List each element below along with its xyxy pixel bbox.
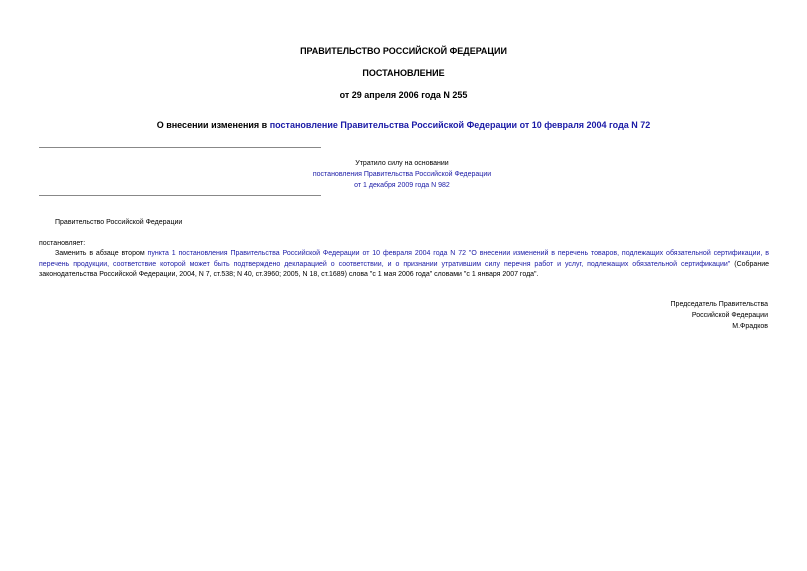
resolves-text: постановляет:	[39, 240, 86, 247]
issuer-text: Правительство Российской Федерации	[55, 219, 183, 226]
signatory-title-line1: Председатель Правительства	[670, 301, 768, 308]
bottom-divider	[39, 195, 321, 196]
status-note-link-line2[interactable]: постановления Правительства Российской Федерации	[312, 171, 492, 178]
document-type-heading: ПОСТАНОВЛЕНИЕ	[362, 68, 445, 78]
title-link[interactable]: постановление Правительства Российской Федерации от 10 февраля 2004 года N 72	[269, 120, 651, 130]
paragraph-text-end: (Собрание законодательства Российской Федерации, 2004, N 7, ст.538; N 40, ст.3960; 2005, N 18, ст.1689) слова "с 1 мая 2006 года" словами "с 1 января 2007 года".	[39, 260, 769, 278]
document-date-number: от 29 апреля 2006 года N 255	[339, 90, 468, 100]
status-note-line1: Утратило силу на основании	[355, 160, 449, 167]
government-heading: ПРАВИТЕЛЬСТВО РОССИЙСКОЙ ФЕДЕРАЦИИ	[300, 46, 507, 56]
paragraph-text-start: Заменить в абзаце втором	[55, 250, 148, 257]
signatory-title-line2: Российской Федерации	[691, 312, 768, 319]
top-divider	[39, 147, 321, 148]
paragraph-link[interactable]: пункта 1 постановления Правительства Российской Федерации от 10 февраля 2004 года N 72 "О внесении изменений в перечень товаров, подлежащих обязательной сертификации, в перечень продукции, соответствие которой может быть подтверждено декларацией о соответствии, и о признании утратившим силу перечня работ и услуг, подлежащих обязательной сертификации"	[39, 250, 769, 268]
document-title	[0, 120, 807, 130]
status-note-link-line3[interactable]: от 1 декабря 2009 года N 982	[354, 182, 450, 189]
resolution-paragraph	[39, 249, 769, 281]
signatory-name: М.Фрадков	[732, 323, 768, 330]
title-prefix: О внесении изменения в	[156, 120, 270, 130]
